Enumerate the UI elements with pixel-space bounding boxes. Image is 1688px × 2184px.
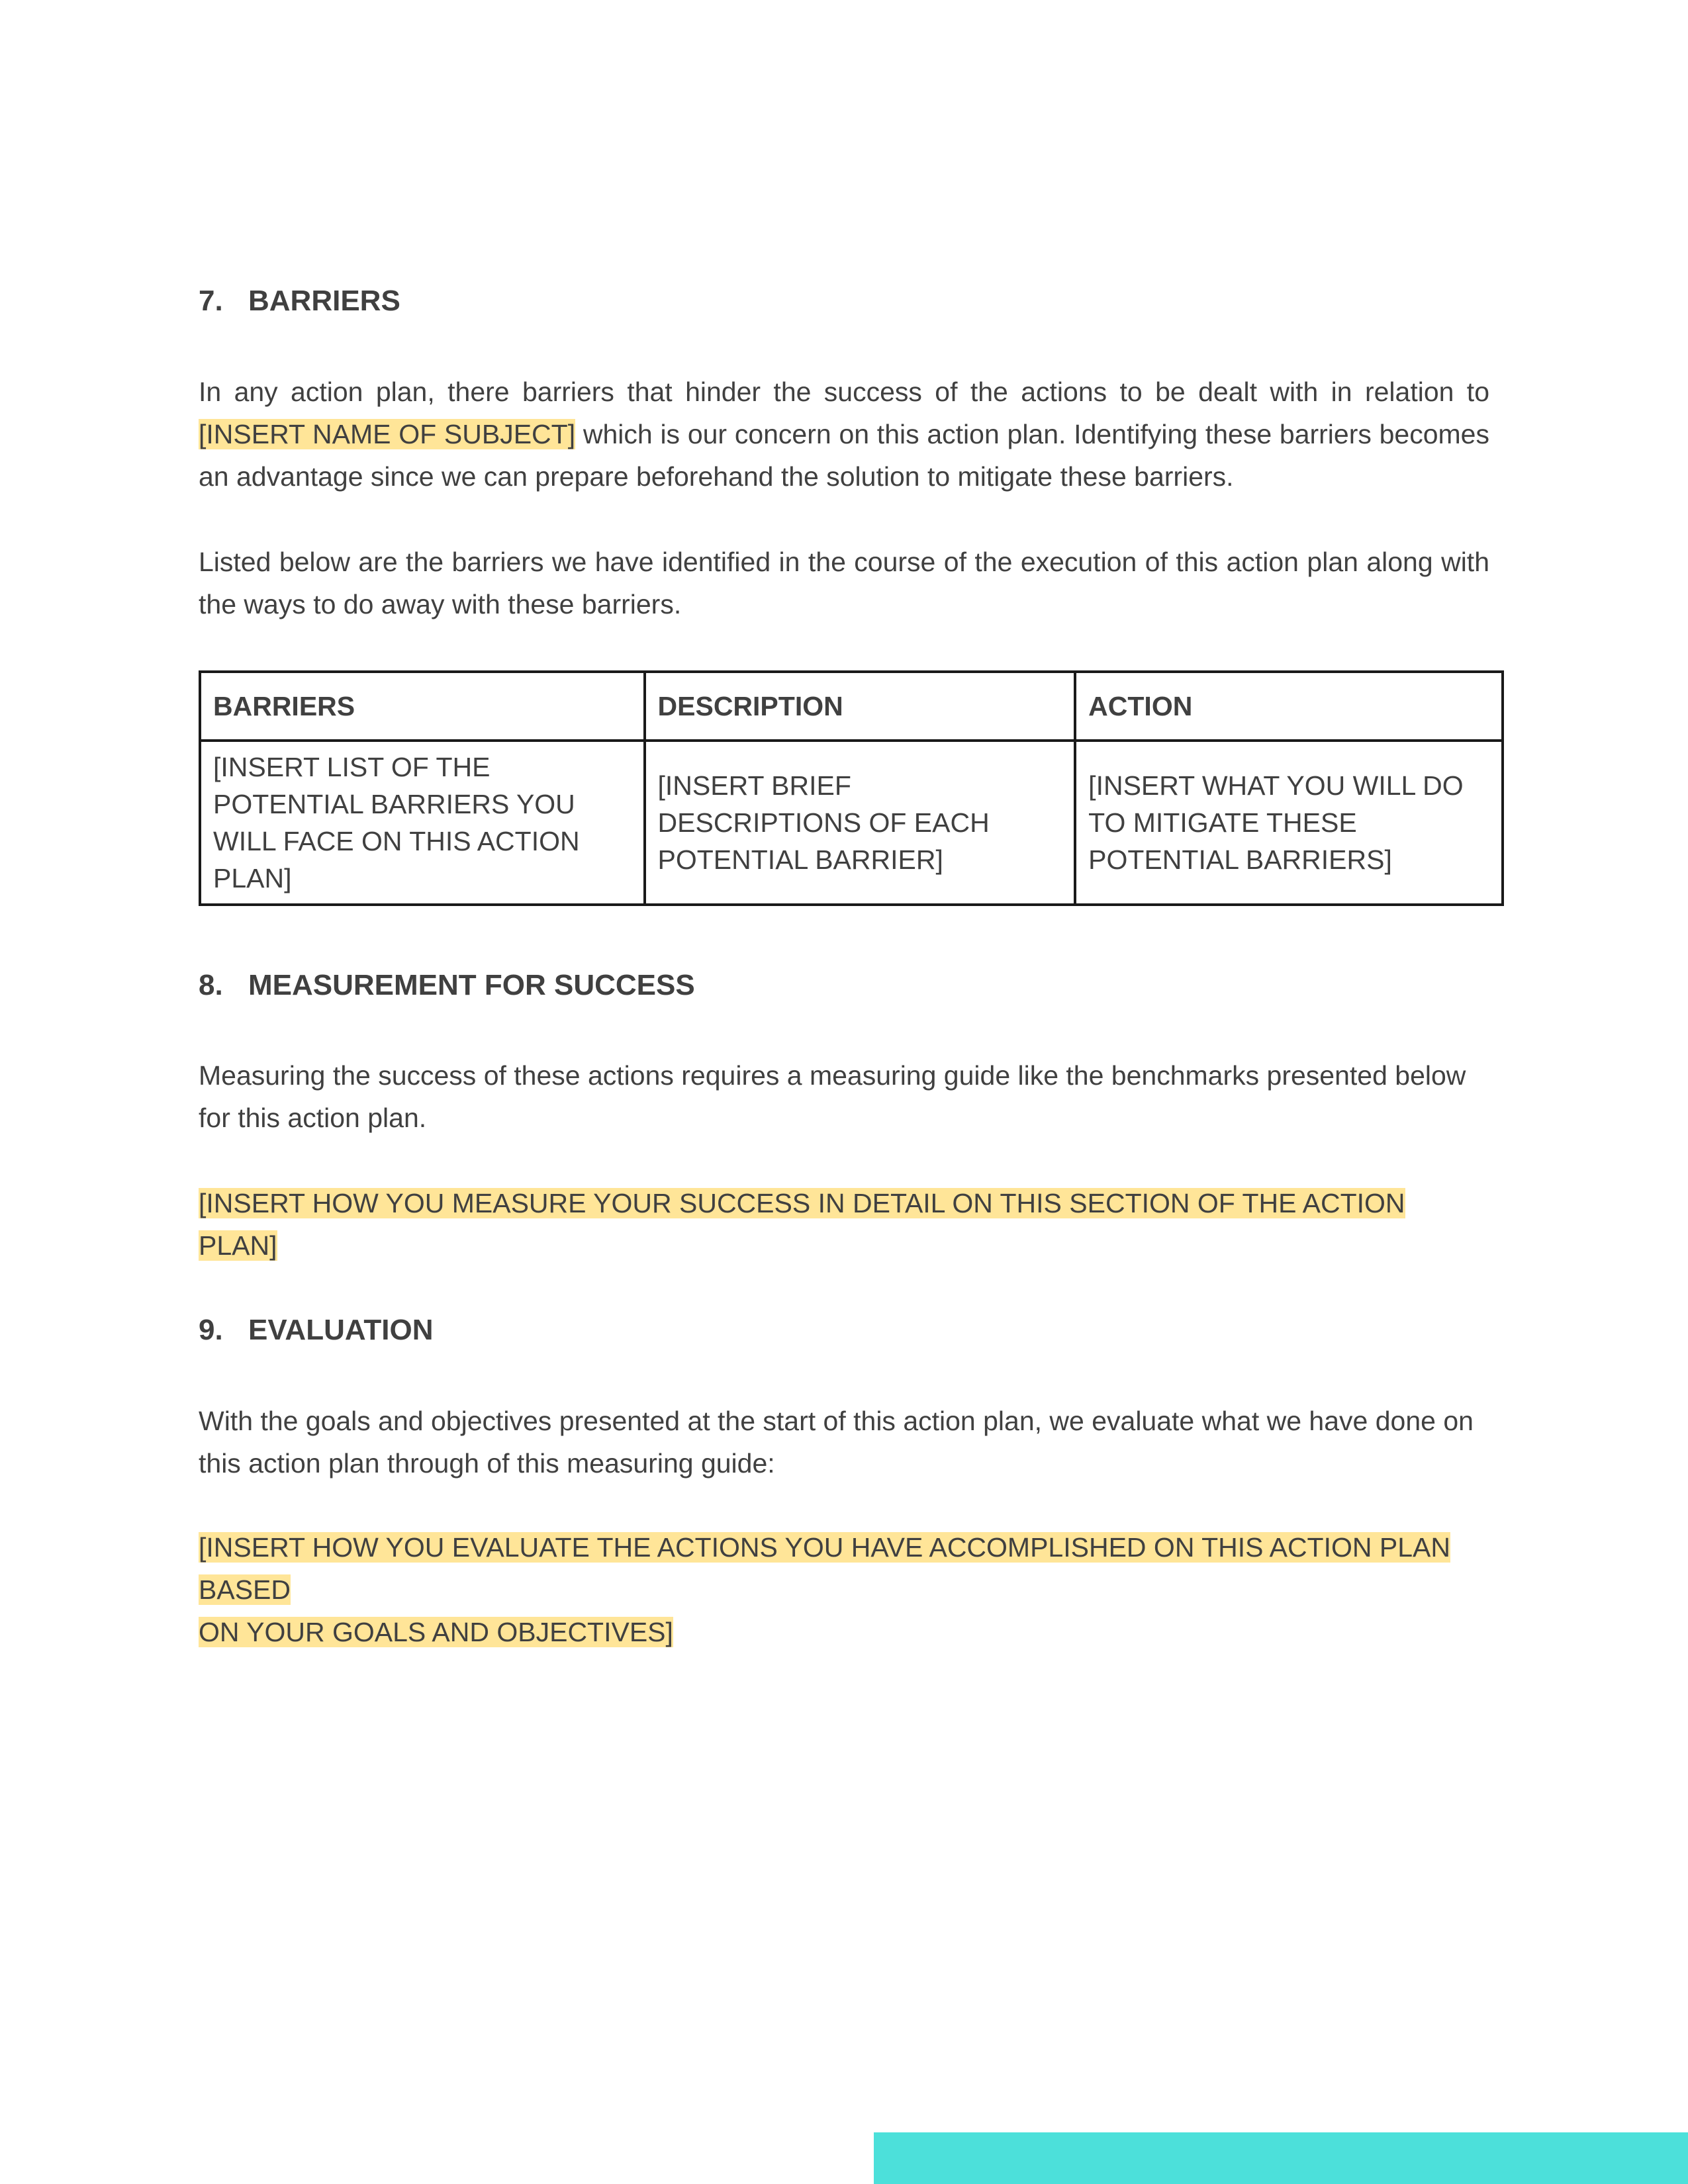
placeholder-evaluation-line-1: [INSERT HOW YOU EVALUATE THE ACTIONS YOU HAVE ACCOMPLISHED ON THIS ACTION PLAN BASED: [199, 1532, 1450, 1605]
table-cell-description: [INSERT BRIEF DESCRIPTIONS OF EACH POTENTIAL BARRIER]: [645, 741, 1076, 905]
table-header-action: ACTION: [1075, 672, 1503, 741]
barriers-table: [199, 670, 1504, 906]
section-title: MEASUREMENT FOR SUCCESS: [248, 969, 695, 1001]
section-heading-barriers: [199, 285, 400, 318]
paragraph-text: With the goals and objectives presented at the start of this action plan, we evaluate what we have done on this action plan through of this measuring guide:: [199, 1406, 1474, 1479]
footer-accent-bar: [874, 2132, 1688, 2184]
placeholder-subject-name: [INSERT NAME OF SUBJECT]: [199, 419, 576, 449]
paragraph-text: Listed below are the barriers we have identified in the course of the execution of this action plan along with the ways to do away with these barriers.: [199, 547, 1489, 619]
table-header-barriers: BARRIERS: [200, 672, 645, 741]
table-cell-action: [INSERT WHAT YOU WILL DO TO MITIGATE THESE POTENTIAL BARRIERS]: [1075, 741, 1503, 905]
evaluation-placeholder: [199, 1526, 1489, 1653]
placeholder-measurement: [INSERT HOW YOU MEASURE YOUR SUCCESS IN DETAIL ON THIS SECTION OF THE ACTION PLAN]: [199, 1188, 1405, 1261]
measurement-paragraph: [199, 1054, 1489, 1139]
section-title: EVALUATION: [248, 1314, 434, 1346]
section-number: 9.: [199, 1314, 223, 1346]
paragraph-text: In any action plan, there barriers that hinder the success of the actions to be dealt with in relation to: [199, 377, 1489, 407]
section-number: 7.: [199, 285, 223, 317]
evaluation-paragraph: [199, 1400, 1489, 1484]
table-header-description: DESCRIPTION: [645, 672, 1076, 741]
barriers-list-paragraph: [199, 541, 1489, 625]
section-heading-measurement: [199, 969, 695, 1002]
barriers-intro-paragraph: [199, 371, 1489, 498]
section-number: 8.: [199, 969, 223, 1001]
table-cell-barriers: [INSERT LIST OF THE POTENTIAL BARRIERS YOU WILL FACE ON THIS ACTION PLAN]: [200, 741, 645, 905]
measurement-placeholder: [199, 1182, 1489, 1267]
paragraph-text: which is our concern on this action plan. Identifying these barriers becomes an advantage since we can prepare beforehand the solution to mitigate these barriers.: [199, 419, 1489, 492]
table-header-row: [200, 672, 1503, 741]
section-heading-evaluation: [199, 1314, 433, 1347]
section-title: BARRIERS: [248, 285, 400, 317]
placeholder-evaluation-line-2: ON YOUR GOALS AND OBJECTIVES]: [199, 1617, 673, 1647]
paragraph-text: Measuring the success of these actions requires a measuring guide like the benchmarks presented below for this action plan.: [199, 1060, 1466, 1133]
table-row: [200, 741, 1503, 905]
